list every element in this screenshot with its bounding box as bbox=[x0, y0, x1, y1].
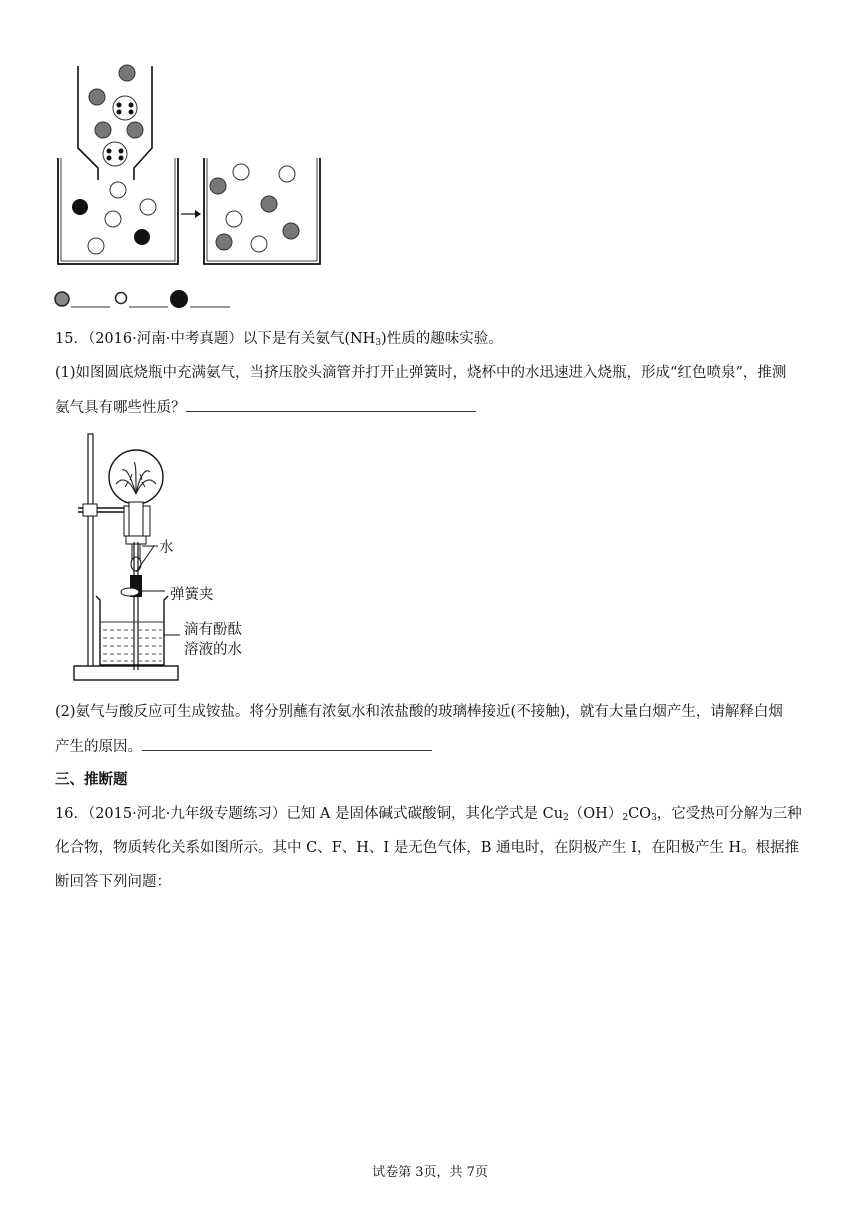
liquid-label-line2: 溶液的水 bbox=[184, 642, 242, 658]
q15-part1-line2 bbox=[55, 397, 476, 418]
formula-subscript: 3 bbox=[375, 338, 382, 348]
gray-particle-symbol bbox=[55, 292, 69, 306]
q15-intro-text: 15．（2016·河南·中考真题）以下是有关氨气(NH bbox=[55, 331, 376, 347]
answer-blank[interactable] bbox=[142, 736, 432, 751]
q16-line1-c: CO bbox=[628, 806, 652, 822]
particle-legend bbox=[54, 290, 244, 310]
answer-blank[interactable] bbox=[186, 397, 476, 412]
black-particle-symbol bbox=[170, 290, 188, 308]
q15-part1-question: 氨气具有哪些性质？ bbox=[55, 400, 186, 416]
q15-part2-line1: (2)氨气与酸反应可生成铵盐。将分别蘸有浓氨水和浓盐酸的玻璃棒接近(不接触)，就有大量白烟产生，请解释白烟 bbox=[55, 704, 783, 720]
white-particle-symbol bbox=[116, 293, 127, 304]
q16-line3: 断回答下列问题： bbox=[55, 874, 171, 890]
spring-clip-label: 弹簧夹 bbox=[170, 587, 214, 603]
formula-subscript: 3 bbox=[651, 813, 657, 823]
q16-line1 bbox=[55, 804, 802, 824]
formula-subscript: 2 bbox=[563, 813, 569, 823]
water-label: 水 bbox=[159, 540, 174, 556]
page-footer: 试卷第 3页，共 7页 bbox=[372, 1165, 488, 1180]
section-title: 三、推断题 bbox=[55, 771, 128, 788]
q15-part2-line2 bbox=[55, 736, 432, 757]
q15-intro-rest: )性质的趣味实验。 bbox=[381, 331, 503, 347]
liquid-label-line1: 滴有酚酞 bbox=[184, 622, 242, 638]
q16-line1-b: （OH） bbox=[568, 806, 623, 822]
formula-subscript: 2 bbox=[622, 813, 629, 823]
q16-line1-a: 16．（2015·河北·九年级专题练习）已知 A 是固体碱式碳酸铜，其化学式是 Cu bbox=[55, 806, 564, 822]
q16-line1-d: ，它受热可分解为三种 bbox=[656, 806, 802, 822]
q15-part1-line1: (1)如图圆底烧瓶中充满氨气，当挤压胶头滴管并打开止弹簧时，烧杯中的水迅速进入烧瓶，形成“红色喷泉”，推测 bbox=[55, 365, 787, 381]
q16-line2: 化合物，物质转化关系如图所示。其中 C、F、H、I 是无色气体，B 通电时，在阴极产生 I，在阳极产生 H。根据推 bbox=[55, 840, 800, 856]
ammonia-fountain-apparatus bbox=[70, 432, 260, 690]
particle-reaction-diagram bbox=[52, 60, 332, 275]
q15-part2-question: 产生的原因。 bbox=[55, 739, 142, 755]
q15-intro bbox=[55, 329, 503, 349]
